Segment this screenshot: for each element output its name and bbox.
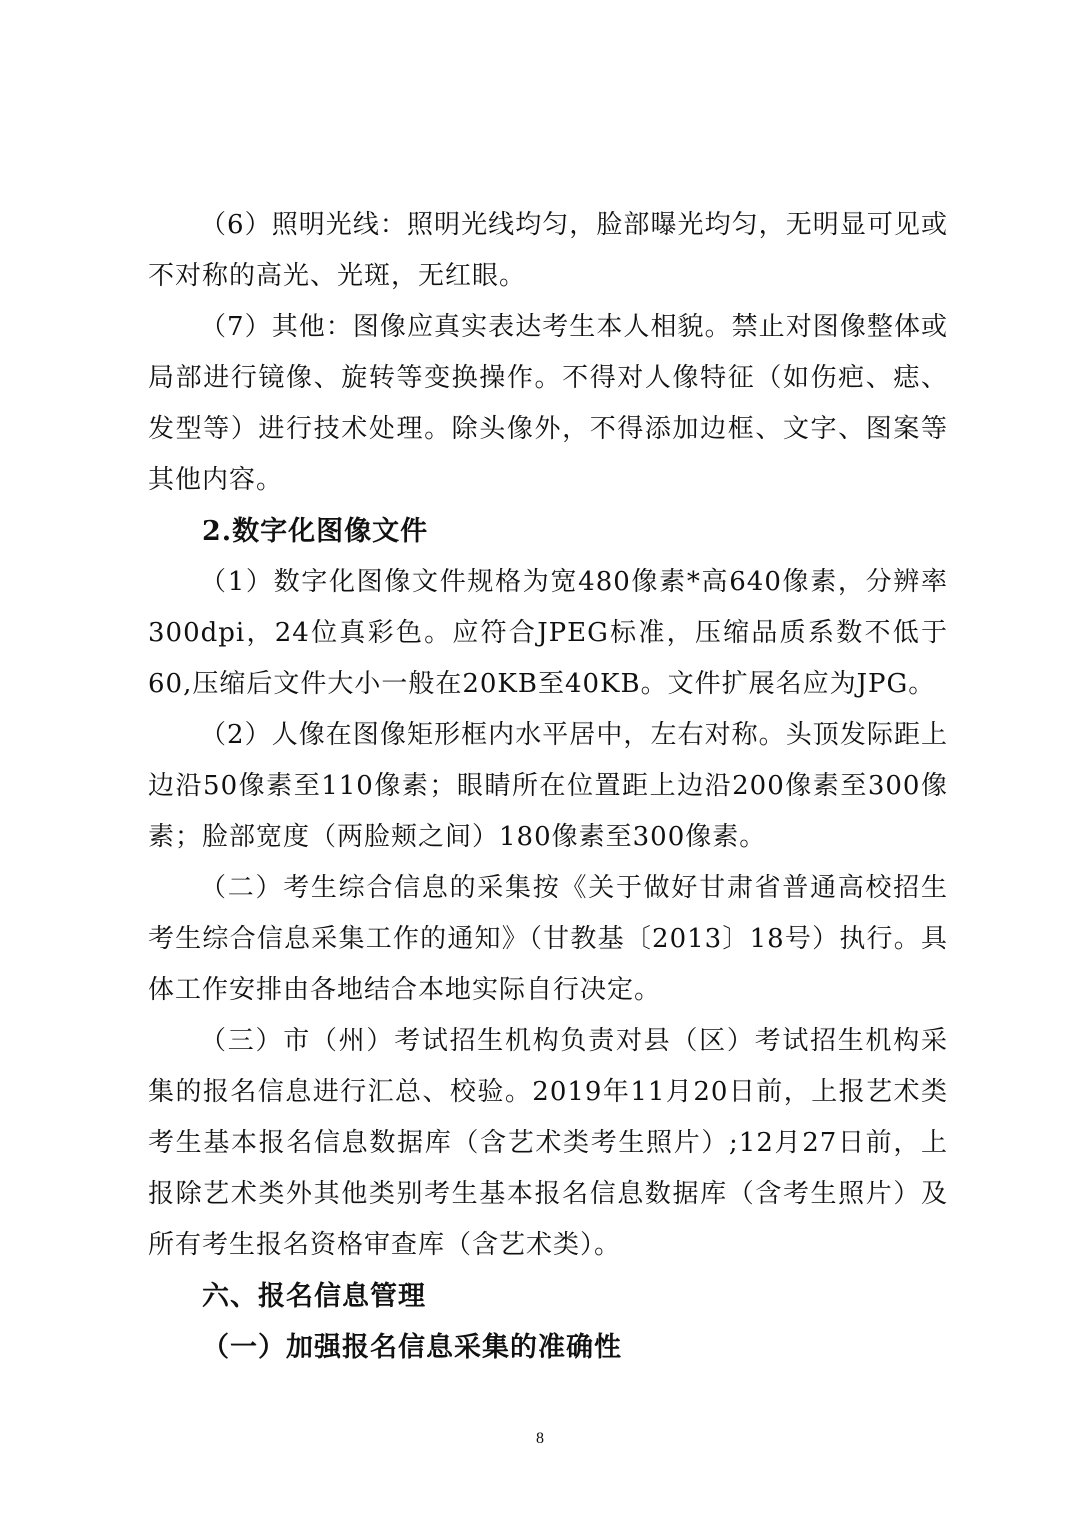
- paragraph-portrait-position: （2）人像在图像矩形框内水平居中，左右对称。头顶发际距上边沿50像素至110像素；眼睛所在位置距上边沿200像素至300像素；脸部宽度（两脸颊之间）180像素至300像素。: [148, 720, 948, 852]
- subsection-heading-accuracy: （一）加强报名信息采集的准确性: [202, 1332, 622, 1363]
- document-body: [148, 200, 948, 1373]
- chapter-heading-registration-management: 六、报名信息管理: [202, 1281, 426, 1312]
- paragraph-other: （7）其他：图像应真实表达考生本人相貌。禁止对图像整体或局部进行镜像、旋转等变换操作。不得对人像特征（如伤疤、痣、发型等）进行技术处理。除头像外，不得添加边框、文字、图案等其他内容。: [148, 312, 948, 495]
- page-number: 8: [536, 1430, 544, 1447]
- paragraph-lighting: （6）照明光线：照明光线均匀，脸部曝光均匀，无明显可见或不对称的高光、光斑，无红眼。: [148, 210, 948, 291]
- section-heading-digital-image: 2.数字化图像文件: [202, 516, 429, 547]
- paragraph-image-spec: （1）数字化图像文件规格为宽480像素*高640像素，分辨率300dpi，24位真彩色。应符合JPEG标准，压缩品质系数不低于60,压缩后文件大小一般在20KB至40KB。文件扩展名应为JPG。: [148, 567, 948, 699]
- paragraph-city-agency: （三）市（州）考试招生机构负责对县（区）考试招生机构采集的报名信息进行汇总、校验。2019年11月20日前，上报艺术类考生基本报名信息数据库（含艺术类考生照片）;12月27日前，上报除艺术类外其他类别考生基本报名信息数据库（含考生照片）及所有考生报名资格审查库（含艺术类）。: [148, 1026, 948, 1260]
- paragraph-comprehensive-info: （二）考生综合信息的采集按《关于做好甘肃省普通高校招生考生综合信息采集工作的通知》（甘教基〔2013〕18号）执行。具体工作安排由各地结合本地实际自行决定。: [148, 873, 948, 1005]
